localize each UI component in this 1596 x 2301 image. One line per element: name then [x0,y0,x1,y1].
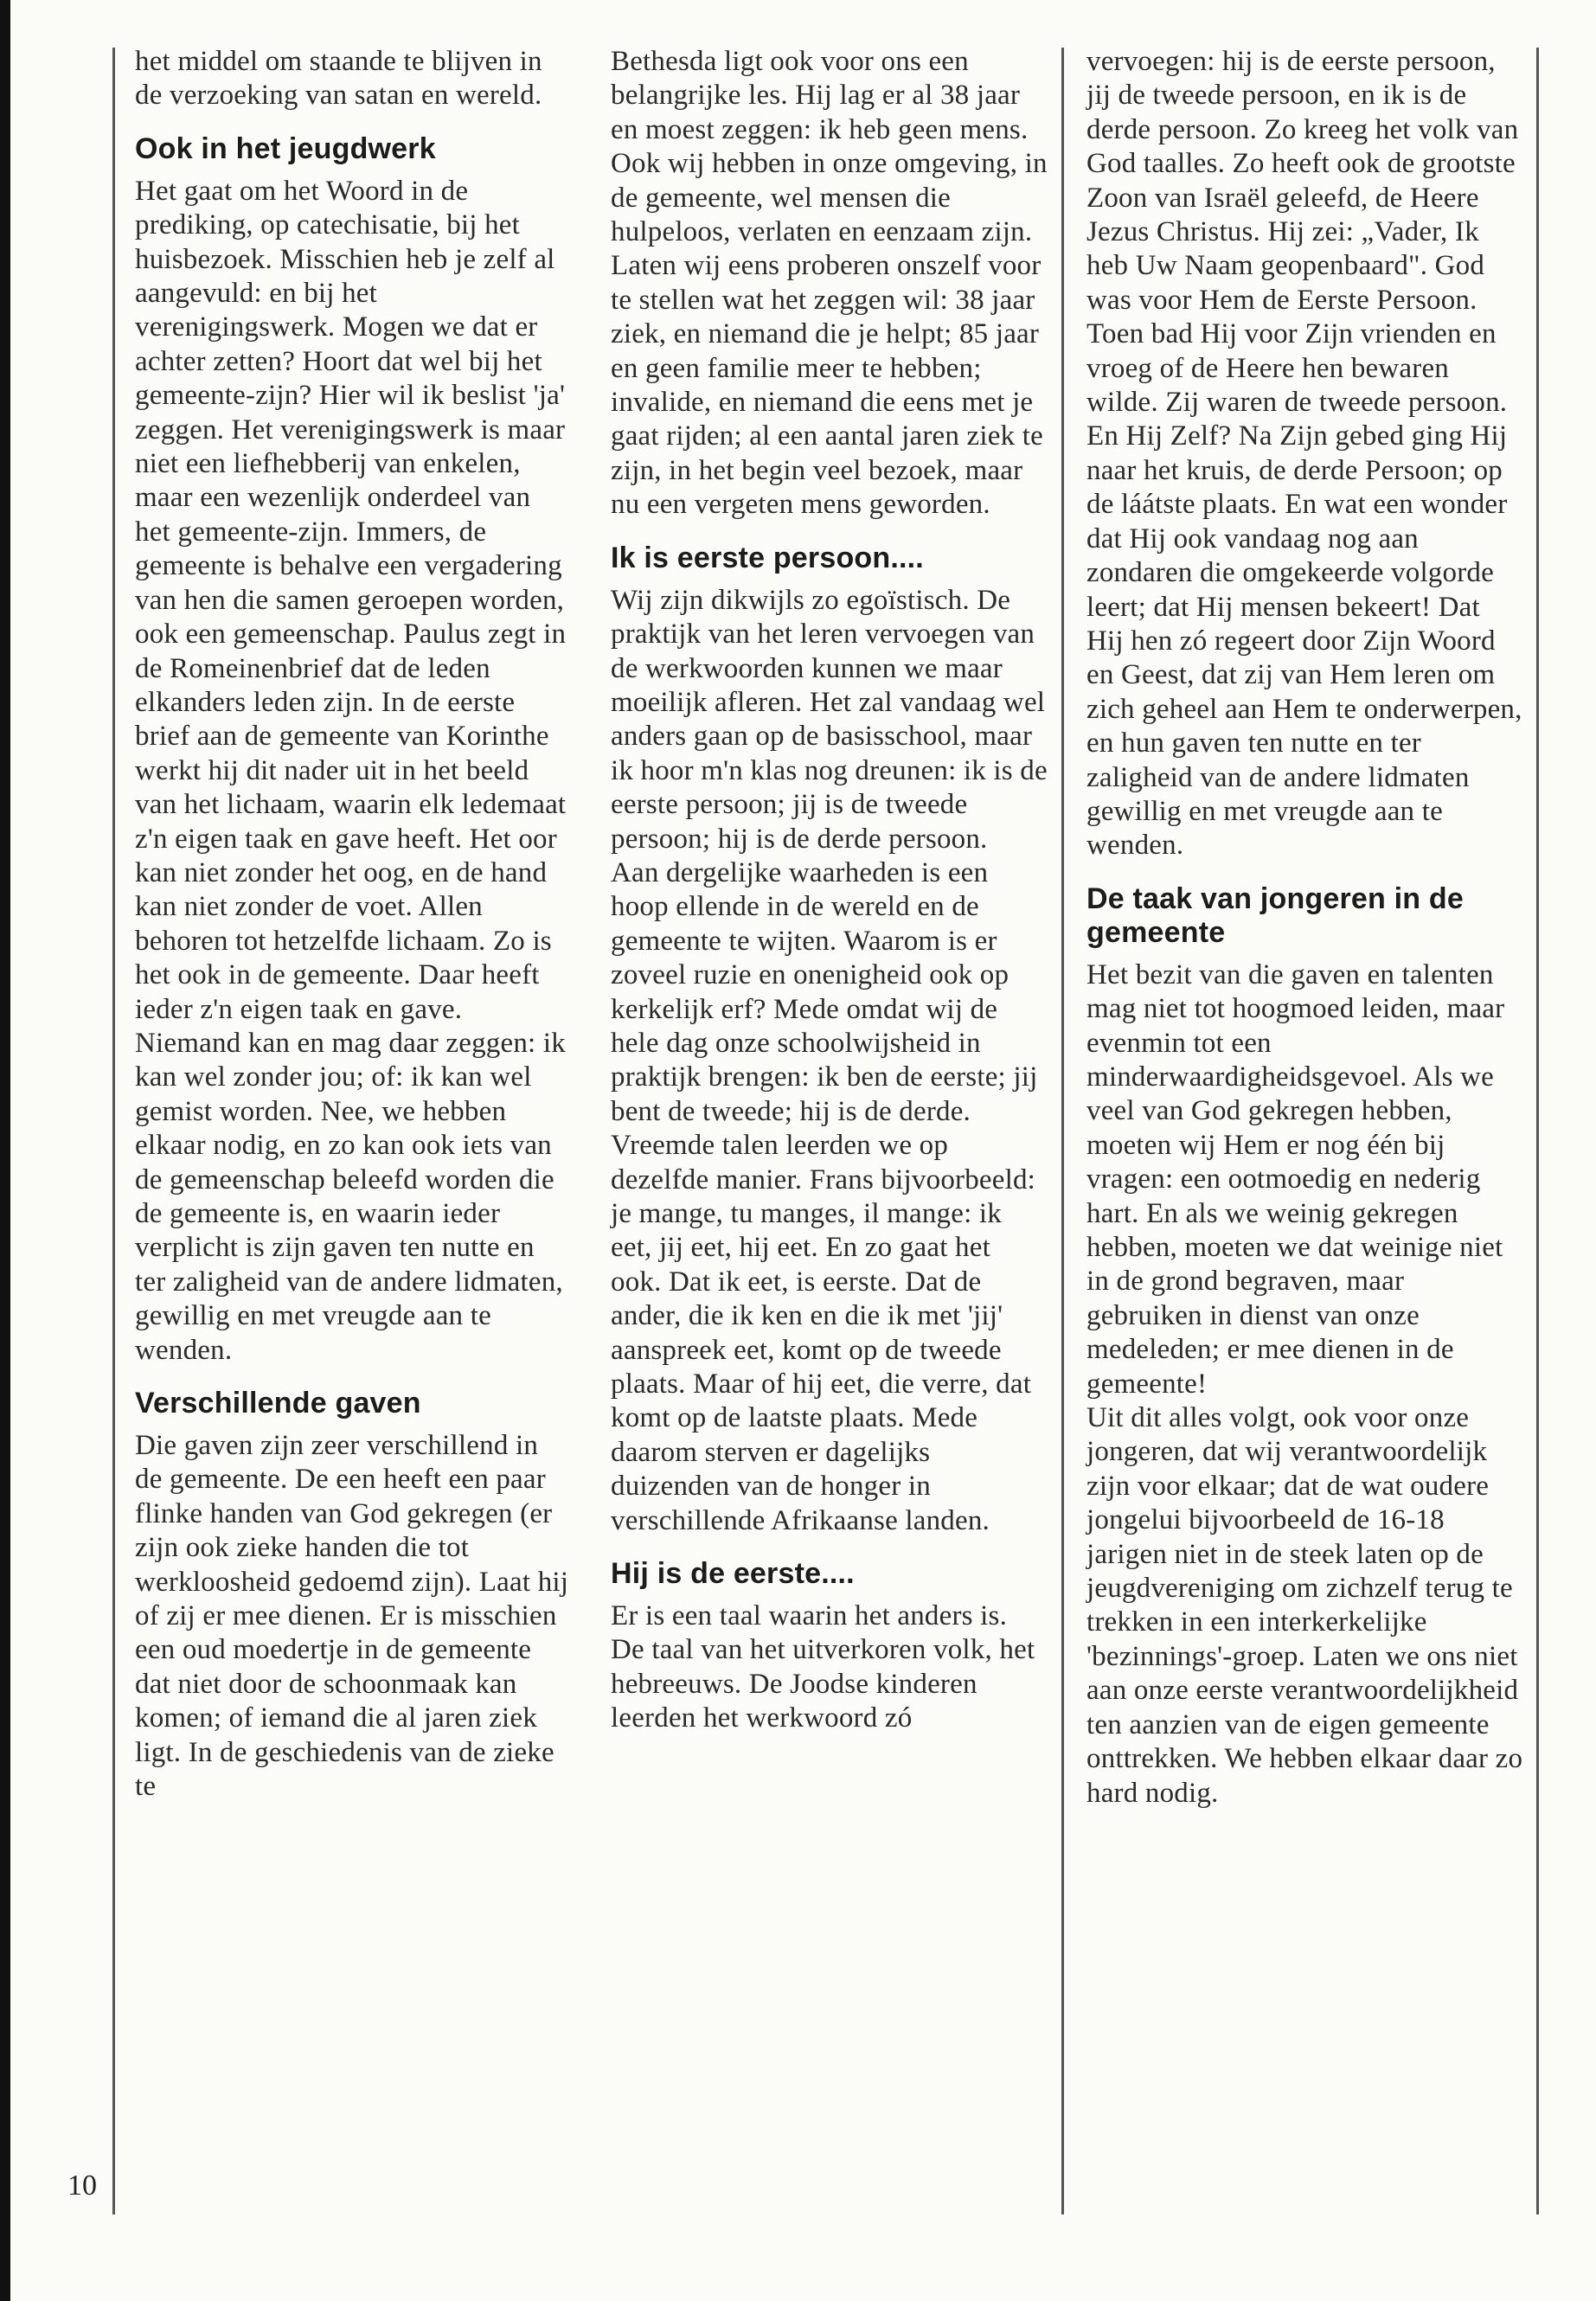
paragraph: Wij zijn dikwijls zo egoïstisch. De praktijk van het leren vervoegen van de werkwoorden kunnen we maar moeilijk afleren. Het zal vandaag wel anders gaan op de basisschool, maar ik hoor m'n klas nog dreunen: ik is de eerste persoon; jij is de tweede persoon; hij is de derde persoon. [611,584,1048,855]
section-heading: Ik is eerste persoon.... [611,541,924,574]
paragraph: vervoegen: hij is de eerste persoon, jij de tweede persoon, en ik is de derde persoon. Zo kreeg het volk van God taalles. Zo heeft ook de grootste Zoon van Israël geleefd, de Heere Jezus Christus. Hij zei: „Vader, Ik heb Uw Naam geopenbaard". God was voor Hem de Eerste Persoon. Toen bad Hij voor Zijn vrienden en vroeg of de Heere hen bewaren wilde. Zij waren de tweede persoon. En Hij Zelf? Na Zijn gebed ging Hij naar het kruis, de derde Persoon; op de láátste plaats. En wat een wonder dat Hij ook vandaag nog aan zondaren die omgekeerde volgorde leert; dat Hij mensen bekeert! Dat Hij hen zó regeert door Zijn Woord en Geest, dat zij van Hem leren om zich geheel aan Hem te onderwerpen, en hun gaven ten nutte en ter zaligheid van de andere lidmaten gewillig en met vreugde aan te wenden. [1086,46,1522,862]
page-number: 10 [67,2170,97,2202]
column-2 [611,45,1048,1736]
paragraph: Bethesda ligt ook voor ons een belangrijke les. Hij lag er al 38 jaar en moest zeggen: ik heb geen mens. [611,46,1029,145]
column-rule [1061,48,1064,2214]
section-heading: De taak van jongeren in de gemeente [1086,881,1464,949]
column-3 [1086,45,1523,1811]
section-heading: Verschillende gaven [135,1387,421,1420]
column-1 [135,45,572,1804]
paragraph: Het gaat om het Woord in de prediking, op catechisatie, bij het huisbezoek. Misschien heb je zelf al aangevuld: en bij het verenigingswerk. Mogen we dat er achter zetten? Hoort dat wel bij het gemeente-zijn? Hier wil ik beslist 'ja' zeggen. Het verenigingswerk is maar niet een liefhebberij van enkelen, maar een wezenlijk onderdeel van het gemeente-zijn. Immers, de gemeente is behalve een vergadering van hen die samen geroepen worden, ook een gemeenschap. Paulus zegt in de Romeinenbrief dat de leden elkanders leden zijn. In de eerste brief aan de gemeente van Korinthe werkt hij dit nader uit in het beeld van het lichaam, waarin elk ledemaat z'n eigen taak en gave heeft. Het oor kan niet zonder het oog, en de hand kan niet zonder de voet. Allen behoren tot hetzelfde lichaam. Zo is het ook in de gemeente. Daar heeft ieder z'n eigen taak en gave. Niemand kan en mag daar zeggen: ik kan wel zonder jou; of: ik kan wel gemist worden. Nee, we hebben elkaar nodig, en zo kan ook iets van de gemeenschap beleefd worden die de gemeente is, en waarin ieder verplicht is zijn gaven ten nutte en ter zaligheid van de andere lidmaten, gewillig en met vreugde aan te wenden. [135,175,567,1366]
paragraph: Die gaven zijn zeer verschillend in de gemeente. De een heeft een paar flinke handen van God gekregen (er zijn ook zieke handen die tot werkloosheid gedoemd zijn). Laat hij of zij er mee dienen. Er is misschien een oud moedertje in de gemeente dat niet door de schoonmaak kan komen; of iemand die al jaren ziek ligt. In de geschiedenis van de zieke te [135,1430,569,1803]
paragraph: Uit dit alles volgt, ook voor onze jongeren, dat wij verantwoordelijk zijn voor elkaar; dat de wat oudere jongelui bijvoorbeeld de 16-18 jarigen niet in de steek laten op de jeugdvereniging om zichzelf terug te trekken in een interkerkelijke 'bezinnings'-groep. Laten we ons niet aan onze eerste verantwoordelijkheid ten aanzien van de eigen gemeente onttrekken. We hebben elkaar daar zo hard nodig. [1086,1402,1523,1809]
paragraph: Aan dergelijke waarheden is een hoop ellende in de wereld en de gemeente te wijten. Waarom is er zoveel ruzie en onenigheid ook op kerkelijk erf? Mede omdat wij de hele dag onze schoolwijsheid in praktijk brengen: ik ben de eerste; jij bent de tweede; hij is de derde. [611,856,1038,1127]
paragraph: Het bezit van die gaven en talenten mag niet tot hoogmoed leiden, maar evenmin tot een minderwaardigheidsgevoel. Als we veel van God gekregen hebben, moeten wij Hem er nog één bij vragen: een ootmoedig en nederig hart. En als we weinig gekregen hebben, moeten we dat weinige niet in de grond begraven, maar gebruiken in dienst van onze medeleden; er mee dienen in de gemeente! [1086,958,1505,1400]
paragraph: Ook wij hebben in onze omgeving, in de gemeente, wel mensen die hulpeloos, verlaten en eenzaam zijn. Laten wij eens proberen onszelf voor te stellen wat het zeggen wil: 38 jaar ziek, en niemand die je helpt; 85 jaar en geen familie meer te hebben; invalide, en niemand die eens met je gaat rijden; al een aantal jaren ziek te zijn, in het begin veel bezoek, maar nu een vergeten mens geworden. [611,148,1048,521]
paragraph: Vreemde talen leerden we op dezelfde manier. Frans bijvoorbeeld: je mange, tu manges, il mange: ik eet, jij eet, hij eet. En zo gaat het ook. Dat ik eet, is eerste. Dat de ander, die ik ken en die ik met 'jij' aanspreek eet, komt op de tweede plaats. Maar of hij eet, die verre, dat komt op de laatste plaats. Mede daarom sterven er dagelijks duizenden van de honger in verschillende Afrikaanse landen. [611,1130,1036,1536]
scan-edge [0,0,10,2301]
margin-rule [112,48,115,2214]
paragraph: Er is een taal waarin het anders is. De taal van het uitverkoren volk, het hebreeuws. De Joodse kinderen leerden het werkwoord zó [611,1600,1035,1734]
column-rule [1536,48,1539,2214]
paragraph: het middel om staande te blijven in de verzoeking van satan en wereld. [135,46,542,112]
section-heading: Hij is de eerste.... [611,1557,855,1591]
section-heading: Ook in het jeugdwerk [135,131,436,165]
